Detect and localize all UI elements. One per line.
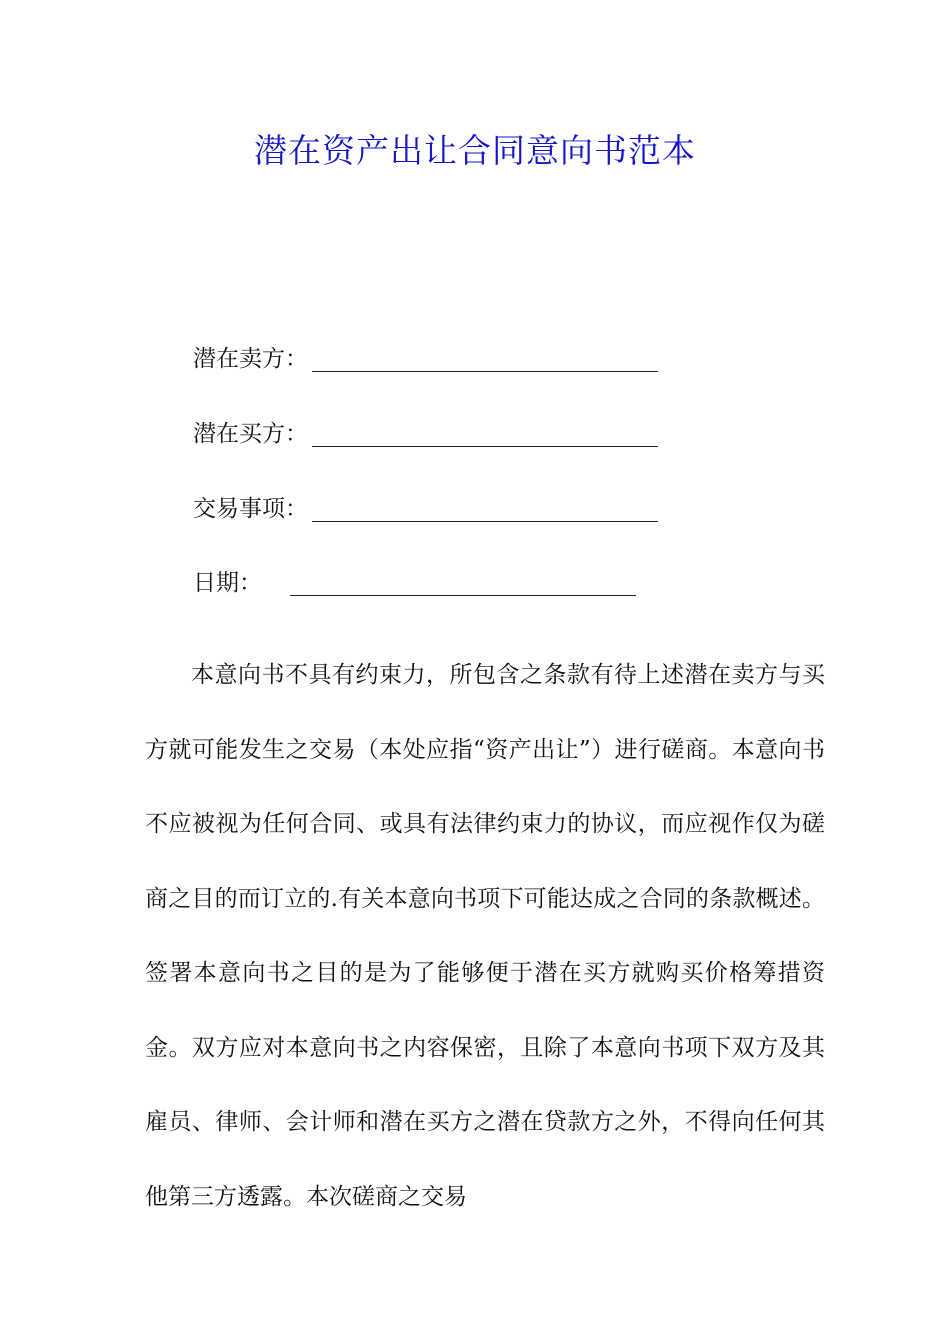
buyer-field xyxy=(193,419,658,449)
date-label: 日期： xyxy=(193,570,262,596)
seller-field xyxy=(193,344,658,374)
matter-label: 交易事项： xyxy=(193,496,308,522)
seller-label: 潜在卖方： xyxy=(193,346,308,372)
seller-blank-line xyxy=(312,344,658,372)
buyer-blank-line xyxy=(312,419,658,447)
body-paragraph: 本意向书不具有约束力，所包含之条款有待上述潜在卖方与买方就可能发生之交易（本处应指“资产出让”）进行磋商。本意向书不应被视为任何合同、或具有法律约束力的协议，而应视作仅为磋商之目的而订立的.有关本意向书项下可能达成之合同的条款概述。签署本意向书之目的是为了能够便于潜在买方就购买价格筹措资金。双方应对本意向书之内容保密，且除了本意向书项下双方及其雇员、律师、会计师和潜在买方之潜在贷款方之外，不得向任何其他第三方透露。本次磋商之交易 xyxy=(145,662,825,1210)
document-title: 潜在资产出让合同意向书范本 xyxy=(254,131,696,170)
matter-blank-line xyxy=(312,494,658,522)
date-field xyxy=(193,568,636,598)
buyer-label: 潜在买方： xyxy=(193,421,308,447)
date-blank-line xyxy=(290,568,636,596)
matter-field xyxy=(193,494,658,524)
